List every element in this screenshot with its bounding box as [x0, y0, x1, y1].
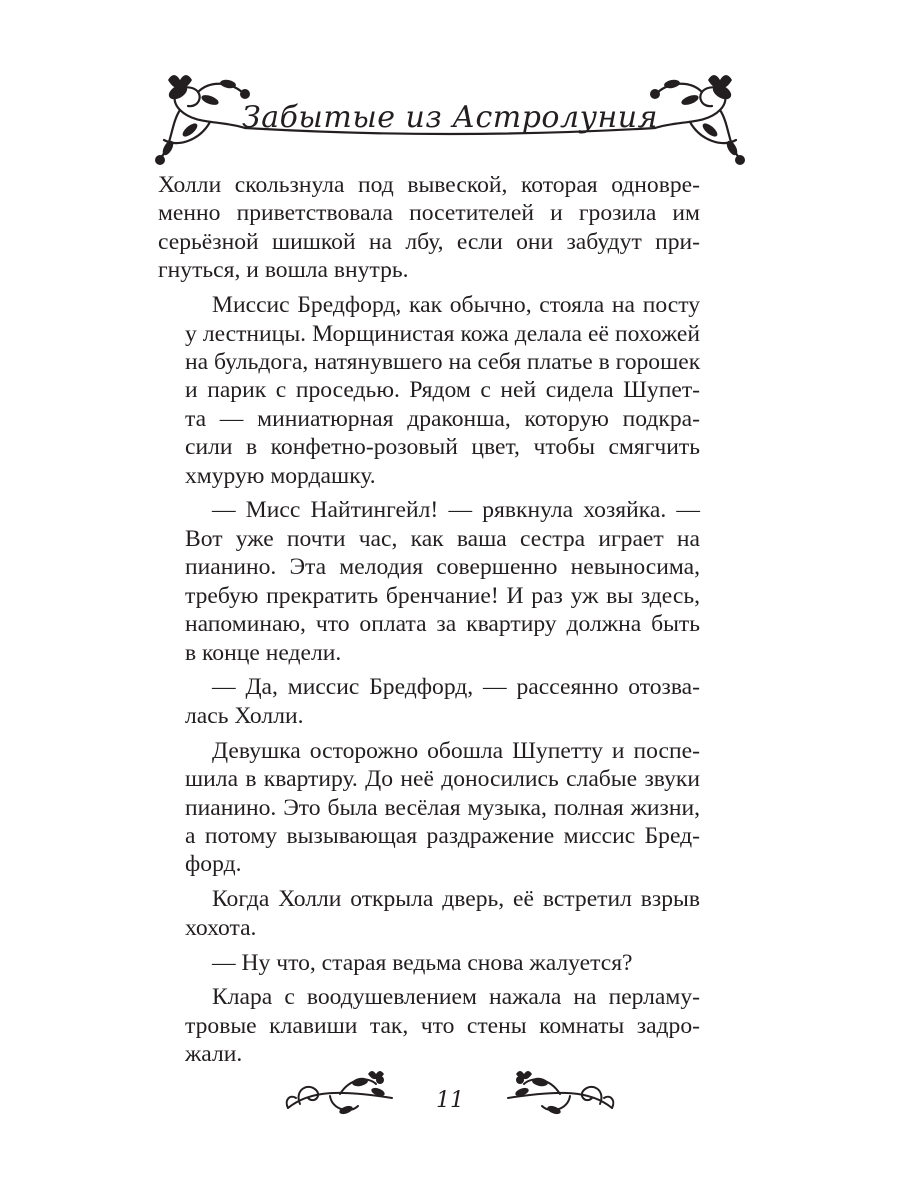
paragraph: [158, 291, 700, 490]
text-line: хмурую мордашку.: [185, 462, 376, 489]
text-line: пианино. Эта мелодия совершенно невыносима,: [185, 554, 700, 581]
text-line: хохота.: [185, 914, 257, 941]
text-line: Вот уже почти час, как ваша сестра играет на: [185, 525, 700, 552]
paragraph: [158, 673, 700, 730]
text-line: — Мисс Найтингейл! — рявкнула хозяйка. —: [212, 497, 700, 524]
text-line: сили в конфетно-розовый цвет, чтобы смягчить: [185, 434, 700, 461]
text-line: та — миниатюрная драконша, которую подкра-: [185, 405, 700, 432]
text-line: гнуться, и вошла внутрь.: [158, 257, 409, 284]
paragraph: [158, 496, 700, 666]
text-line: Клара с воодушевлением нажала на перламу-: [212, 984, 700, 1011]
running-header: [150, 70, 750, 170]
text-line: в конце недели.: [185, 639, 342, 666]
page-number: 11: [436, 1088, 464, 1113]
paragraph: [158, 737, 700, 879]
text-line: и парик с проседью. Рядом с ней сидела Шупет-: [185, 377, 700, 404]
paragraph: [158, 171, 700, 285]
paragraph: [158, 949, 700, 977]
text-line: Девушка осторожно обошла Шупетту и поспе-: [212, 737, 700, 764]
text-line: менно приветствовала посетителей и грозила им: [158, 200, 700, 227]
body-text: [158, 171, 700, 1075]
text-line: — Ну что, старая ведьма снова жалуется?: [212, 949, 633, 976]
text-line: Холли скользнула под вывеской, которая одновре-: [158, 172, 700, 198]
text-line: требую прекратить бренчание! И раз уж вы здесь,: [185, 582, 700, 609]
text-line: жали.: [185, 1041, 243, 1068]
text-line: Миссис Бредфорд, как обычно, стояла на посту: [212, 292, 700, 319]
text-line: лась Холли.: [185, 702, 304, 729]
text-line: шила в квартиру. До неё доносились слабые звуки: [185, 766, 700, 793]
text-line: у лестницы. Морщинистая кожа делала её похожей: [185, 320, 700, 347]
floral-vine-ornament-icon: [500, 1070, 620, 1120]
text-line: серьёзной шишкой на лбу, если они забудут при-: [158, 228, 700, 255]
text-line: Когда Холли открыла дверь, её встретил взрыв: [212, 886, 700, 913]
text-line: а потому вызывающая раздражение миссис Бред-: [185, 822, 700, 849]
text-line: — Да, миссис Бредфорд, — рассеянно отозва-: [212, 674, 700, 701]
page-footer: [280, 1070, 620, 1130]
text-line: форд.: [185, 851, 242, 878]
text-line: пианино. Это была весёлая музыка, полная жизни,: [185, 794, 700, 821]
text-line: напоминаю, что оплата за квартиру должна быть: [185, 611, 700, 638]
text-line: тровые клавиши так, что стены комнаты задро-: [185, 1012, 700, 1039]
paragraph: [158, 885, 700, 942]
paragraph: [158, 983, 700, 1068]
text-line: на бульдога, натянувшего на себя платье в горошек: [185, 348, 701, 375]
running-header-title: Забытые из Астролуния: [242, 100, 658, 135]
